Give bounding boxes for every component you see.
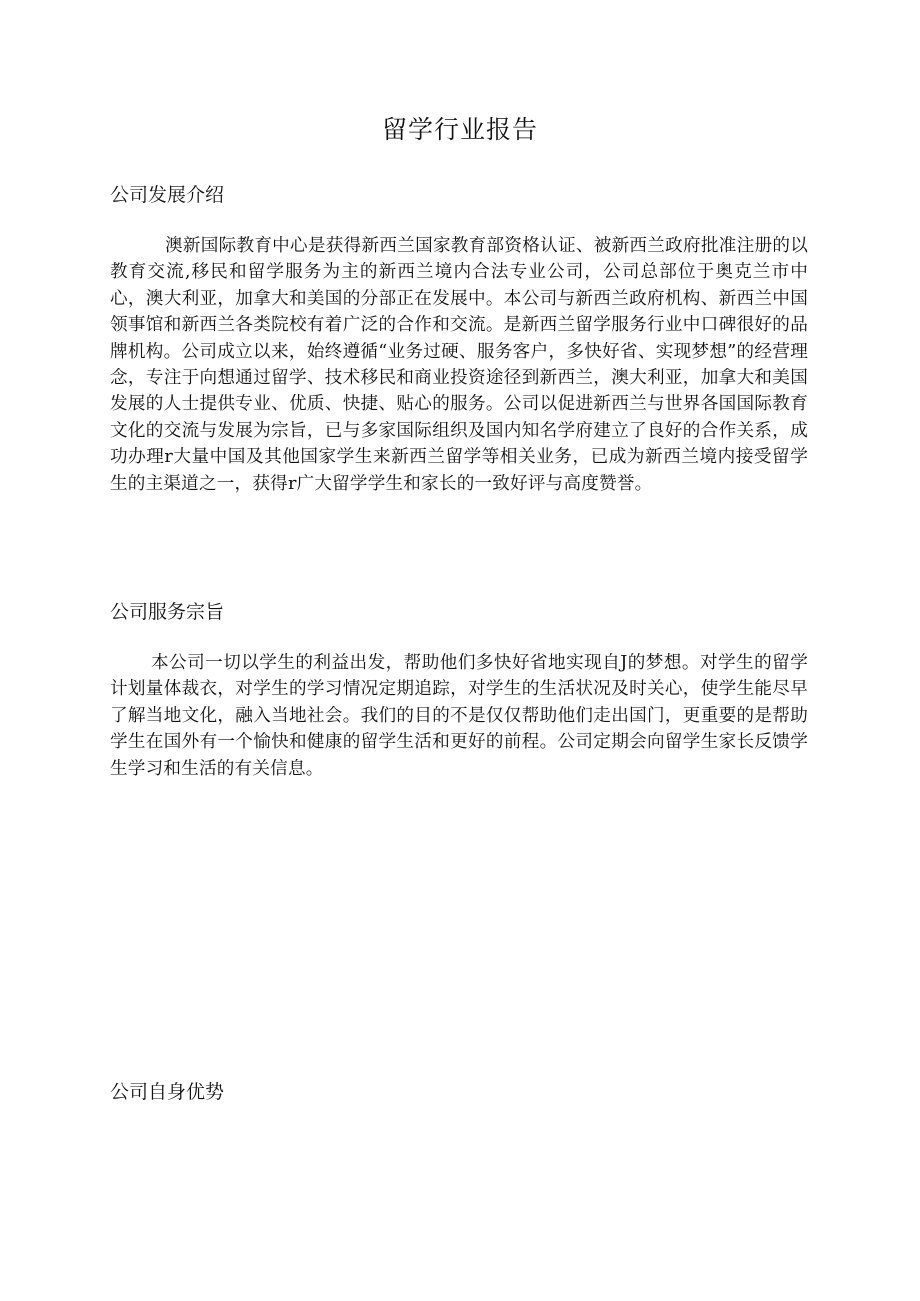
section-heading-service-purpose: 公司服务宗旨 [110,601,225,623]
section-heading-company-development: 公司发展介绍 [110,184,225,206]
document-title: 留学行业报告 [381,115,538,144]
paragraph-service-purpose: 本公司一切以学生的利益出发，帮助他们多快好省地实现自J的梦想。对学生的留学计划量体裁衣，对学生的学习情况定期追踪，对学生的生活状况及时关心，使学生能尽早了解当地文化，融入当地社会。我们的目的不是仅仅帮助他们走出国门，更重要的是帮助学生在国外有一个愉快和健康的留学生活和更好的前程。公司定期会向留学生家长反馈学生学习和生活的有关信息。 [110,653,808,779]
paragraph-company-development: 澳新国际教育中心是获得新西兰国家教育部资格认证、被新西兰政府批准注册的以教育交流,移民和留学服务为主的新西兰境内合法专业公司，公司总部位于奥克兰市中心，澳大利亚，加拿大和美国的分部正在发展中。本公司与新西兰政府机构、新西兰中国领事馆和新西兰各类院校有着广泛的合作和交流。是新西兰留学服务行业中口碑很好的品牌机构。公司成立以来，始终遵循“业务过硬、服务客户，多快好省、实现梦想”的经营理念，专注于向想通过留学、技术移民和商业投资途径到新西兰，澳大利亚，加拿大和美国发展的人士提供专业、优质、快捷、贴心的服务。公司以促进新西兰与世界各国国际教育文化的交流与发展为宗旨，已与多家国际组织及国内知名学府建立了良好的合作关系，成功办理r大量中国及其他国家学生来新西兰留学等相关业务，已成为新西兰境内接受留学生的主渠道之一，获得r广大留学学生和家长的一致好评与高度赞誉。 [110,236,808,494]
section-heading-company-advantages: 公司自身优势 [110,1081,225,1103]
